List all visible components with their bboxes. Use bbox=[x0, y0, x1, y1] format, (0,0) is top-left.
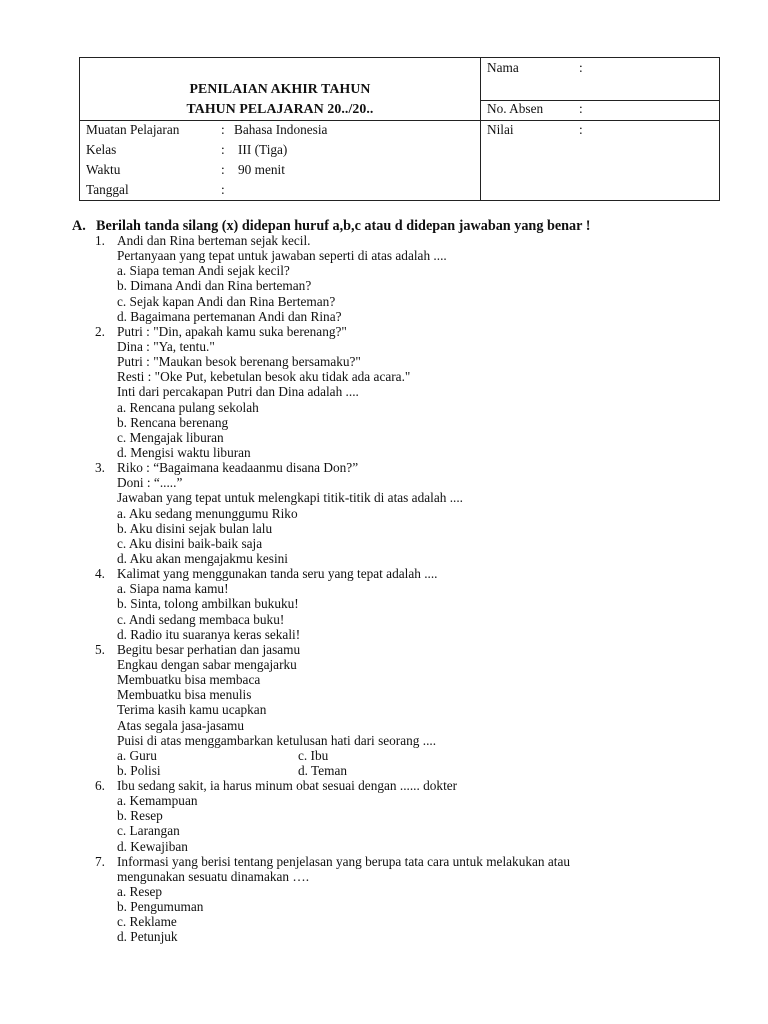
answer-option-row bbox=[95, 763, 715, 778]
field-label-score: Nilai bbox=[487, 122, 514, 137]
question-line bbox=[95, 642, 715, 657]
poem-line: Membuatku bisa menulis bbox=[117, 687, 252, 703]
question-stem: Puisi di atas menggambarkan ketulusan hati dari seorang .... bbox=[117, 732, 437, 748]
answer-option: d. Kewajiban bbox=[117, 838, 188, 854]
field-value-time: 90 menit bbox=[238, 162, 285, 177]
field-colon: : bbox=[579, 122, 583, 137]
exam-year: TAHUN PELAJARAN 20../20.. bbox=[186, 101, 374, 116]
answer-option: b. Sinta, tolong ambilkan bukuku! bbox=[117, 596, 299, 612]
question-stem: Pertanyaan yang tepat untuk jawaban seperti di atas adalah .... bbox=[117, 248, 447, 264]
answer-option: d. Bagaimana pertemanan Andi dan Rina? bbox=[117, 308, 342, 324]
answer-option: a. Siapa teman Andi sejak kecil? bbox=[117, 263, 290, 279]
question-line bbox=[95, 248, 715, 263]
answer-option: b. Pengumuman bbox=[117, 899, 204, 915]
question-stem: Inti dari percakapan Putri dan Dina adalah .... bbox=[117, 384, 359, 400]
question-stem: Andi dan Rina berteman sejak kecil. bbox=[117, 233, 311, 248]
answer-option: c. Mengajak liburan bbox=[117, 429, 224, 445]
poem-line: Begitu besar perhatian dan jasamu bbox=[117, 641, 301, 657]
answer-option: b. Rencana berenang bbox=[117, 414, 229, 430]
question-stem: Jawaban yang tepat untuk melengkapi titik-titik di atas adalah .... bbox=[117, 490, 463, 506]
table-divider bbox=[80, 120, 480, 121]
answer-option: a. Guru bbox=[117, 747, 157, 763]
table-divider bbox=[480, 58, 481, 200]
question-stem: mengunakan sesuatu dinamakan …. bbox=[117, 868, 310, 884]
question-line bbox=[95, 384, 715, 399]
field-label-name: Nama bbox=[487, 60, 519, 75]
field-value-subject: Bahasa Indonesia bbox=[234, 122, 328, 137]
answer-option: d. Petunjuk bbox=[117, 929, 178, 945]
question-stem: Dina : "Ya, tentu." bbox=[117, 338, 215, 354]
field-value-class: III (Tiga) bbox=[238, 142, 288, 157]
answer-option: c. Ibu bbox=[298, 747, 329, 763]
answer-option: d. Teman bbox=[298, 762, 348, 778]
poem-line: Atas segala jasa-jasamu bbox=[117, 717, 245, 733]
field-label-absence-number: No. Absen bbox=[487, 101, 544, 116]
question-stem: Putri : "Maukan besok berenang bersamaku?" bbox=[117, 354, 361, 370]
field-colon: : bbox=[221, 122, 225, 137]
answer-option: d. Radio itu suaranya keras sekali! bbox=[117, 626, 301, 642]
exam-title: PENILAIAN AKHIR TAHUN bbox=[189, 81, 371, 96]
answer-option-row bbox=[95, 748, 715, 763]
answer-option: b. Polisi bbox=[117, 762, 161, 778]
field-colon: : bbox=[221, 142, 225, 157]
answer-option: b. Dimana Andi dan Rina berteman? bbox=[117, 278, 312, 294]
exam-header-table bbox=[79, 57, 720, 201]
question-number: 1. bbox=[95, 233, 105, 248]
answer-option: a. Rencana pulang sekolah bbox=[117, 399, 259, 415]
question-stem: Doni : “.....” bbox=[117, 475, 183, 491]
question-stem: Ibu sedang sakit, ia harus minum obat sesuai dengan ...... dokter bbox=[117, 778, 458, 794]
question-stem: Riko : “Bagaimana keadaanmu disana Don?” bbox=[117, 460, 359, 476]
question-number: 7. bbox=[95, 853, 105, 869]
question-line bbox=[95, 869, 715, 884]
question-number: 4. bbox=[95, 566, 105, 582]
question-line bbox=[95, 460, 715, 475]
question-line bbox=[95, 233, 715, 248]
answer-option: d. Aku akan mengajakmu kesini bbox=[117, 550, 288, 566]
question-stem: Resti : "Oke Put, kebetulan besok aku tidak ada acara." bbox=[117, 369, 411, 385]
answer-option: c. Aku disini baik-baik saja bbox=[117, 535, 263, 551]
answer-option: a. Resep bbox=[117, 884, 163, 900]
question-number: 3. bbox=[95, 460, 105, 476]
answer-option: b. Aku disini sejak bulan lalu bbox=[117, 520, 273, 536]
answer-option: c. Andi sedang membaca buku! bbox=[117, 611, 285, 627]
question-stem: Putri : "Din, apakah kamu suka berenang?" bbox=[117, 323, 347, 339]
question-line bbox=[95, 339, 715, 354]
field-colon: : bbox=[579, 101, 583, 116]
question-line bbox=[95, 566, 715, 581]
table-divider bbox=[480, 120, 719, 121]
field-colon: : bbox=[579, 60, 583, 75]
poem-line: Terima kasih kamu ucapkan bbox=[117, 702, 267, 718]
answer-option: c. Larangan bbox=[117, 823, 180, 839]
answer-option: b. Resep bbox=[117, 808, 163, 824]
question-line bbox=[95, 324, 715, 339]
answer-option: c. Reklame bbox=[117, 914, 177, 930]
poem-line: Engkau dengan sabar mengajarku bbox=[117, 656, 297, 672]
field-colon: : bbox=[221, 182, 225, 197]
section-letter: A. bbox=[72, 218, 86, 234]
question-number: 6. bbox=[95, 778, 105, 794]
question-list bbox=[95, 233, 715, 945]
answer-option: d. Mengisi waktu liburan bbox=[117, 444, 251, 460]
field-label-subject: Muatan Pelajaran bbox=[86, 122, 180, 137]
poem-line: Membuatku bisa membaca bbox=[117, 672, 261, 688]
question-line bbox=[95, 778, 715, 793]
field-label-date: Tanggal bbox=[86, 182, 129, 197]
question-stem: Informasi yang berisi tentang penjelasan yang berupa tata cara untuk melakukan atau bbox=[117, 853, 571, 869]
answer-option: a. Aku sedang menunggumu Riko bbox=[117, 505, 298, 521]
question-line bbox=[95, 490, 715, 505]
question-stem: Kalimat yang menggunakan tanda seru yang tepat adalah .... bbox=[117, 566, 438, 582]
question-line bbox=[95, 733, 715, 748]
section-instruction: Berilah tanda silang (x) didepan huruf a,b,c atau d didepan jawaban yang benar ! bbox=[96, 218, 591, 234]
question-line bbox=[95, 369, 715, 384]
field-colon: : bbox=[221, 162, 225, 177]
question-number: 5. bbox=[95, 641, 105, 657]
answer-option: a. Kemampuan bbox=[117, 793, 198, 809]
question-number: 2. bbox=[95, 323, 105, 339]
field-label-time: Waktu bbox=[86, 162, 121, 177]
field-label-class: Kelas bbox=[86, 142, 117, 157]
question-line bbox=[95, 354, 715, 369]
question-line bbox=[95, 475, 715, 490]
answer-option: c. Sejak kapan Andi dan Rina Berteman? bbox=[117, 293, 336, 309]
answer-option: a. Siapa nama kamu! bbox=[117, 581, 229, 597]
question-line bbox=[95, 854, 715, 869]
